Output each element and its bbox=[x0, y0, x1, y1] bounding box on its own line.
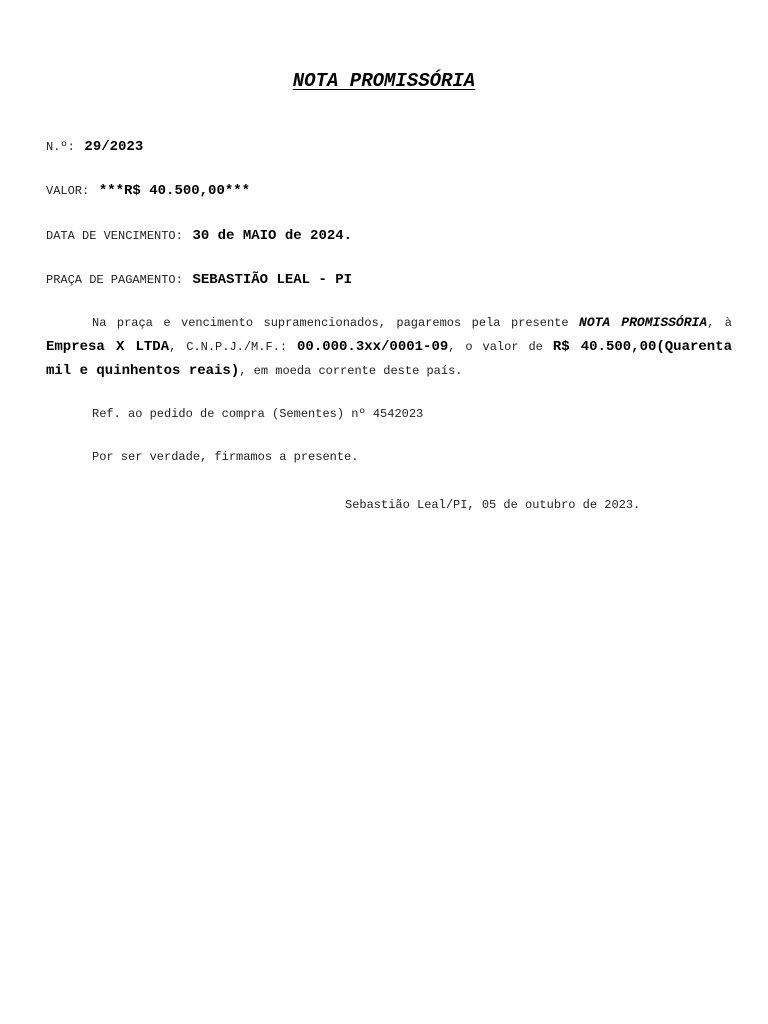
vencimento-value: 30 de MAIO de 2024. bbox=[192, 228, 353, 244]
closing-line: Por ser verdade, firmamos a presente. bbox=[92, 450, 359, 464]
body-valor-extenso: R$ 40.500,00(Quarenta mil e quinhentos reais) bbox=[46, 339, 732, 379]
vencimento-label: DATA DE VENCIMENTO: bbox=[46, 229, 183, 243]
praca-label: PRAÇA DE PAGAMENTO: bbox=[46, 273, 183, 287]
body-text-3: , C.N.P.J./M.F.: bbox=[169, 340, 298, 354]
body-empresa: Empresa X LTDA bbox=[46, 339, 170, 355]
numero-value: 29/2023 bbox=[84, 139, 144, 155]
body-text-4: , o valor de bbox=[448, 340, 553, 354]
signature-line: Sebastião Leal/PI, 05 de outubro de 2023. bbox=[345, 498, 641, 512]
valor-value: ***R$ 40.500,00*** bbox=[98, 183, 251, 199]
body-text-5: , em moeda corrente deste país. bbox=[239, 364, 463, 378]
body-nota: NOTA PROMISSÓRIA bbox=[579, 315, 708, 330]
numero-label: N.º: bbox=[46, 140, 75, 154]
praca-field bbox=[46, 270, 352, 288]
numero-field bbox=[46, 137, 143, 155]
body-text-1: Na praça e vencimento supramencionados, pagaremos pela presente bbox=[92, 316, 580, 330]
document-title: NOTA PROMISSÓRIA bbox=[292, 70, 476, 92]
vencimento-field bbox=[46, 226, 352, 244]
ref-line: Ref. ao pedido de compra (Sementes) nº 4542023 bbox=[92, 407, 424, 421]
body-paragraph bbox=[46, 311, 732, 383]
body-cnpj: 00.000.3xx/0001-09 bbox=[297, 339, 449, 355]
praca-value: SEBASTIÃO LEAL - PI bbox=[192, 272, 353, 288]
body-text-2: , à bbox=[707, 316, 732, 330]
valor-field bbox=[46, 181, 250, 199]
valor-label: VALOR: bbox=[46, 184, 90, 198]
